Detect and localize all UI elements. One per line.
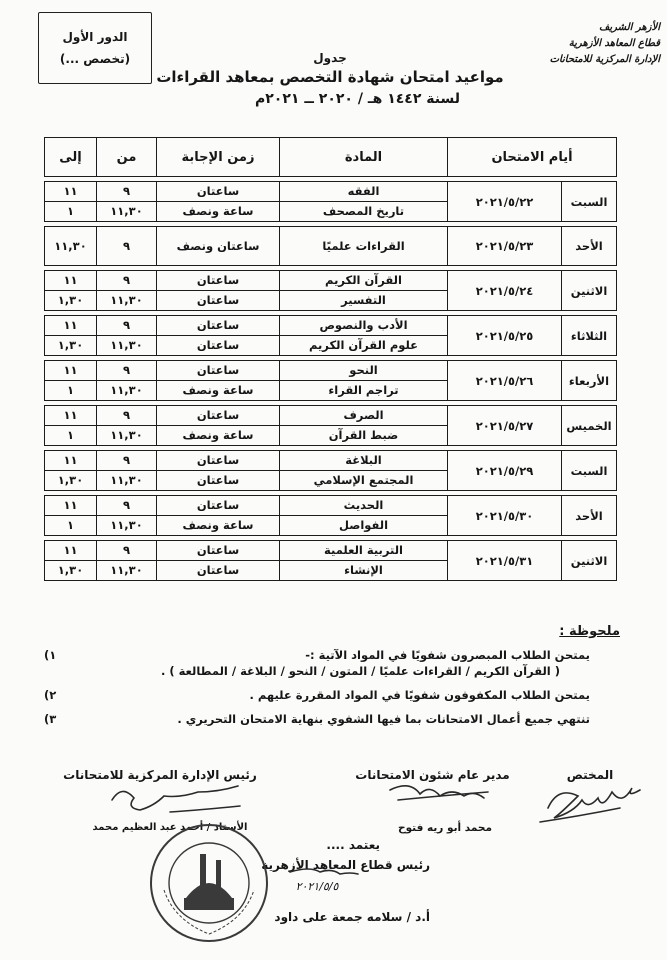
to-cell: ١١ [63,498,78,512]
to-cell: ١١ [63,273,78,287]
from-cell: ٩ [122,498,131,512]
subject-cell: النحو [349,363,378,377]
from-cell: ٩ [122,318,131,332]
date-cell: ٢٠٢١/٥/٢٣ [448,227,562,266]
sector-head-name: أ.د / سلامه جمعة على داود [274,910,430,924]
subject-cell: تاريخ المصحف [280,201,447,221]
to-cell: ١١,٣٠ [54,239,87,253]
from-cell: ١١,٣٠ [97,425,156,445]
day-cell: السبت [562,451,617,491]
date-cell: ٢٠٢١/٥/٢٧ [448,406,562,446]
header-to: إلى [45,138,97,177]
subject-cell: الفقه [347,184,380,198]
date-cell: ٢٠٢١/٥/٣١ [448,541,562,581]
duration-cell: ساعتان [196,318,240,332]
duration-cell: ساعتان [196,498,240,512]
director-title: مدير عام شئون الامتحانات [355,768,510,782]
stamp-dome [186,883,232,898]
subject-cell: الصرف [343,408,384,422]
to-cell: ١١ [63,363,78,377]
org-line-3: الإدارة المركزية للامتحانات [549,54,660,65]
director-name: محمد أبو ريه فتوح [398,822,492,834]
duration-cell: ساعة ونصف [157,380,279,400]
subject-cell: المجتمع الإسلامي [280,470,447,490]
subject-cell: القرآن الكريم [325,273,402,287]
to-cell: ١ [45,201,96,221]
from-cell: ١١,٣٠ [97,201,156,221]
day-cell: الاثنين [562,271,617,311]
to-cell: ١,٣٠ [45,290,96,310]
notes-title: ملحوظة : [559,624,620,639]
note-subtext: ( القرآن الكريم / القراءات علميًا / المتون / النحو / البلاغة / المطالعة ) . [160,664,560,678]
date-cell: ٢٠٢١/٥/٣٠ [448,496,562,536]
org-line-1: الأزهر الشريف [599,22,660,33]
from-cell: ٩ [122,453,131,467]
to-cell: ١ [45,380,96,400]
title-year: لسنة ١٤٤٢ هـ / ٢٠٢٠ ــ ٢٠٢١م [255,91,460,107]
day-cell: الخميس [562,406,617,446]
from-cell: ٩ [122,239,131,253]
duration-cell: ساعتان [157,560,279,580]
note-text: يمتحن الطلاب المبصرون شفويًا في المواد الآتية :- [305,648,590,662]
from-cell: ١١,٣٠ [97,560,156,580]
subject-cell: الفواصل [280,515,447,535]
date-cell: ٢٠٢١/٥/٢٦ [448,361,562,401]
from-cell: ٩ [122,273,131,287]
duration-cell: ساعتان [196,453,240,467]
approved-label: يعتمد .... [326,838,380,852]
date-cell: ٢٠٢١/٥/٢٥ [448,316,562,356]
to-cell: ١١ [63,318,78,332]
duration-cell: ساعتان [196,408,240,422]
subject-cell: الحديث [343,498,384,512]
title-schedule: جدول [313,51,347,65]
from-cell: ٩ [122,184,131,198]
header-exam-days: أيام الامتحان [448,138,617,177]
exam-round-label: الدور الأول [62,30,128,44]
to-cell: ١١ [63,408,78,422]
stamp-minaret-left [200,854,206,888]
date-cell: ٢٠٢١/٥/٢٤ [448,271,562,311]
duration-cell: ساعتان [157,335,279,355]
to-cell: ١,٣٠ [45,560,96,580]
specialist-signature-underline [540,808,620,822]
duration-cell: ساعتان [196,273,240,287]
handwritten-date: ٢٠٢١/٥/٥ [295,880,339,893]
day-cell: السبت [562,182,617,222]
to-cell: ١,٣٠ [45,470,96,490]
subject-cell: البلاغة [345,453,382,467]
title-main: مواعيد امتحان شهادة التخصص بمعاهد القراءات [156,68,504,86]
from-cell: ١١,٣٠ [97,335,156,355]
subject-cell: التفسير [280,290,447,310]
date-cell: ٢٠٢١/٥/٢٩ [448,451,562,491]
central-admin-signature-tail [170,806,240,812]
subject-cell: الأدب والنصوص [319,318,408,332]
header-subject: المادة [280,138,448,177]
duration-cell: ساعتان [157,290,279,310]
subject-cell: التربية العلمية [324,543,403,557]
subject-cell: ضبط القرآن [280,425,447,445]
org-line-2: قطاع المعاهد الأزهرية [568,38,660,49]
note-number: ١) [44,648,57,662]
central-admin-name: الأستاذ / أحمد عبد العظيم محمد [92,822,248,833]
stamp-minaret-right [216,860,221,888]
central-admin-title: رئيس الإدارة المركزية للامتحانات [63,768,257,782]
day-cell: الثلاثاء [562,316,617,356]
subject-cell: الإنشاء [280,560,447,580]
from-cell: ٩ [122,408,131,422]
to-cell: ١ [45,515,96,535]
director-signature-tail [398,792,488,800]
official-seal-stamp [146,820,272,946]
subject-cell: علوم القرآن الكريم [280,335,447,355]
to-cell: ١١ [63,453,78,467]
duration-cell: ساعتان [196,543,240,557]
from-cell: ٩ [122,543,131,557]
duration-cell: ساعتان [157,470,279,490]
header-from: من [97,138,157,177]
subject-cell: القراءات علميًا [322,239,405,253]
note-number: ٢) [44,688,57,702]
from-cell: ١١,٣٠ [97,380,156,400]
exam-specialty-label: (... تخصص) [59,52,131,66]
to-cell: ١ [45,425,96,445]
note-text: يمتحن الطلاب المكفوفون شفويًا في المواد المقررة عليهم . [249,688,590,702]
note-number: ٣) [44,712,57,726]
specialist-title: المختص [566,768,614,782]
to-cell: ١١ [63,184,78,198]
day-cell: الأحد [562,227,617,266]
sector-head-signature [290,869,358,874]
duration-cell: ساعة ونصف [157,201,279,221]
duration-cell: ساعة ونصف [157,425,279,445]
duration-cell: ساعتان [196,363,240,377]
duration-cell: ساعتان [196,184,240,198]
sector-head-title: رئيس قطاع المعاهد الأزهرية [261,858,430,872]
to-cell: ١١ [63,543,78,557]
date-cell: ٢٠٢١/٥/٢٢ [448,182,562,222]
duration-cell: ساعة ونصف [157,515,279,535]
day-cell: الاثنين [562,541,617,581]
from-cell: ٩ [122,363,131,377]
from-cell: ١١,٣٠ [97,515,156,535]
header-duration: زمن الإجابة [157,138,280,177]
day-cell: الأحد [562,496,617,536]
duration-cell: ساعتان ونصف [176,239,260,253]
day-cell: الأربعاء [562,361,617,401]
central-admin-signature [112,786,238,810]
note-text: تنتهي جميع أعمال الامتحانات بما فيها الشفوي بنهاية الامتحان التحريري . [177,712,590,726]
subject-cell: تراجم القراء [280,380,447,400]
from-cell: ١١,٣٠ [97,290,156,310]
from-cell: ١١,٣٠ [97,470,156,490]
stamp-base [184,898,234,910]
to-cell: ١,٣٠ [45,335,96,355]
